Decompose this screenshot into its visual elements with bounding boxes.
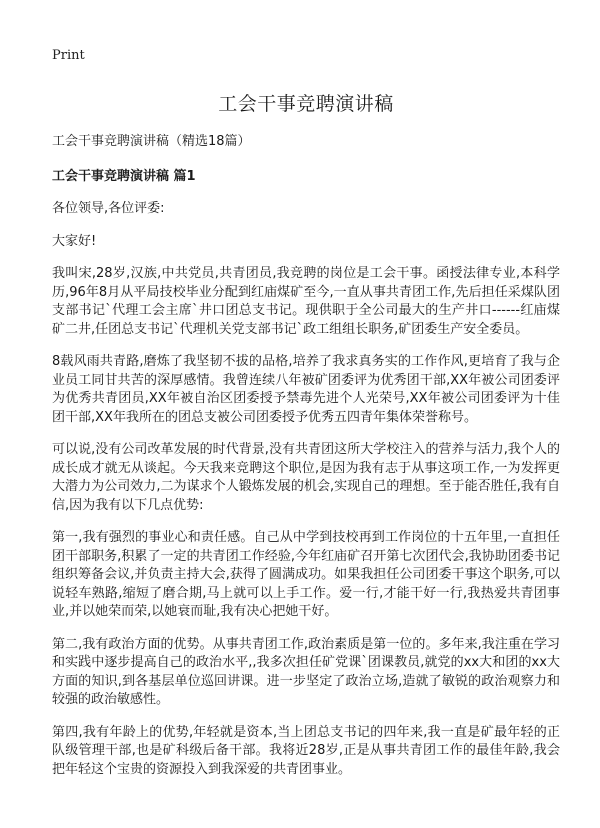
intro-paragraph: 我叫宋,28岁,汉族,中共党员,共青团员,我竞聘的岗位是工会干事。函授法律专业,本科学历,96年8月从平局技校毕业分配到红庙煤矿至今,一直从事共青团工作,先后担任采煤队团支部书记`代理工会主席`井口团总支书记。现供职于全公司最大的生产井口------红庙煤矿二井,任团总支书记`代理机关党支部书记`政工组组长职务,矿团委生产安全委员。 <box>52 266 560 337</box>
greeting-paragraph: 各位领导,各位评委: <box>52 201 165 216</box>
print-link[interactable]: Print <box>52 48 85 63</box>
motivation-paragraph: 可以说,没有公司改革发展的时代背景,没有共青团这所大学校注入的营养与活力,我个人的成长成才就无从谈起。今天我来竞聘这个职位,是因为我有志于从事这项工作,一为发挥更大潜力为公司效力,二为谋求个人锻炼发展的机会,实现自己的理想。至于能否胜任,我有自信,因为我有以下几点优势: <box>52 442 560 513</box>
advantage-four-paragraph: 第四,我有年龄上的优势,年轻就是资本,当上团总支书记的四年来,我一直是矿最年轻的正队级管理干部,也是矿科级后备干部。我将近28岁,正是从事共青团工作的最佳年龄,我会把年轻这个宝贵的资源投入到我深爱的共青团事业。 <box>52 724 560 777</box>
page-title: 工会干事竞聘演讲稿 <box>218 93 394 115</box>
advantage-two-paragraph: 第二,我有政治方面的优势。从事共青团工作,政治素质是第一位的。多年来,我注重在学习和实践中逐步提高自己的政治水平,,我多次担任矿党课`团课教员,就党的xx大和团的xx大方面的知识,到各基层单位巡回讲课。进一步坚定了政治立场,造就了敏锐的政治观察力和较强的政治敏感性。 <box>52 636 560 707</box>
salutation-paragraph: 大家好! <box>52 233 97 249</box>
experience-paragraph: 8载风雨共青路,磨炼了我坚韧不拔的品格,培养了我求真务实的工作作风,更培育了我与企业员工同甘共苦的深厚感情。我曾连续八年被矿团委评为优秀团干部,XX年被公司团委评为优秀共青团员,XX年被自治区团委授予禁毒先进个人光荣号,XX年被公司团委评为十佳团干部,XX年我所在的团总支被公司团委授予优秀五四青年集体荣誉称号。 <box>52 354 560 425</box>
section-heading: 工会干事竞聘演讲稿 篇1 <box>52 169 196 184</box>
advantage-one-paragraph: 第一,我有强烈的事业心和责任感。自己从中学到技校再到工作岗位的十五年里,一直担任团干部职务,积累了一定的共青团工作经验,今年红庙矿召开第七次团代会,我协助团委书记组织筹备会议,并负责主持大会,获得了圆满成功。如果我担任公司团委干事这个职务,可以说轻车熟路,缩短了磨合期,马上就可以上手工作。爱一行,才能干好一行,我热爱共青团事业,并以她荣而荣,以她衰而耻,我有决心把她干好。 <box>52 530 560 619</box>
document-subtitle: 工会干事竞聘演讲稿（精选18篇） <box>52 134 251 149</box>
